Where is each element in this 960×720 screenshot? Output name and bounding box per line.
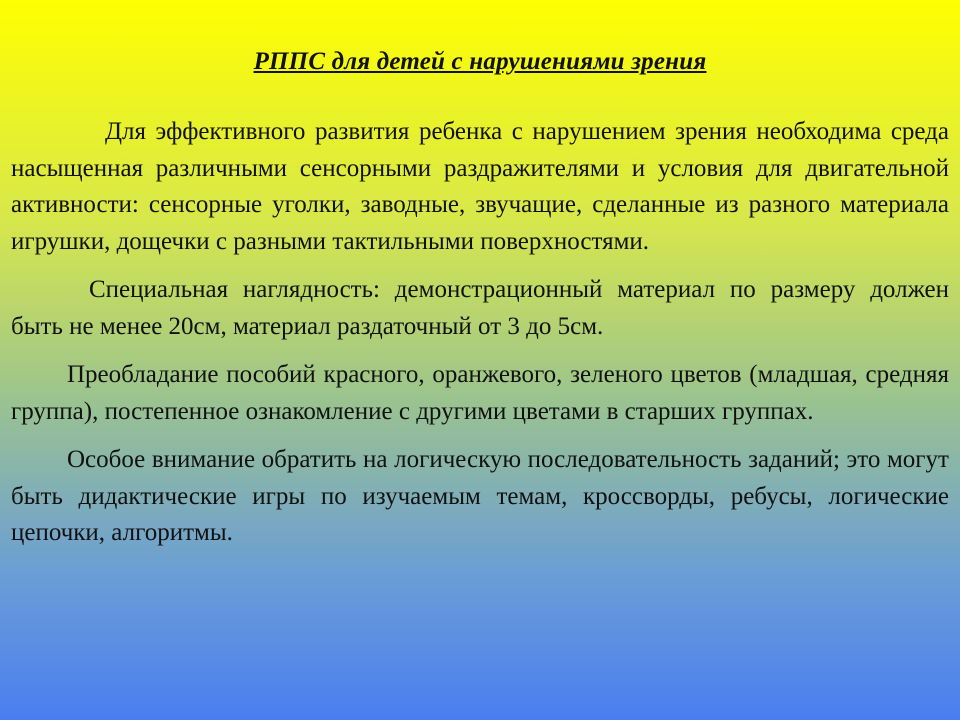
paragraph-colors: Преобладание пособий красного, оранжевого, зеленого цветов (младшая, средняя группа), постепенное ознакомление с другими цветами в старших группах. — [11, 361, 949, 425]
slide-title: РППС для детей с нарушениями зрения — [253, 48, 707, 75]
slide-body — [11, 114, 949, 564]
paragraph-development-environment: Для эффективного развития ребенка с нарушением зрения необходима среда насыщенная различными сенсорными раздражителями и условия для двигательной активности: сенсорные уголки, заводные, звучащие, сделанные из разного материала игрушки, дощечки с разными тактильными поверхностями. — [11, 118, 949, 255]
paragraph-logical-sequence: Особое внимание обратить на логическую последовательность заданий; это могут быть дидактические игры по изучаемым темам, кроссворды, ребусы, логические цепочки, алгоритмы. — [11, 446, 949, 546]
paragraph-visual-aids: Специальная наглядность: демонстрационный материал по размеру должен быть не менее 20см, материал раздаточный от 3 до 5см. — [11, 276, 949, 340]
